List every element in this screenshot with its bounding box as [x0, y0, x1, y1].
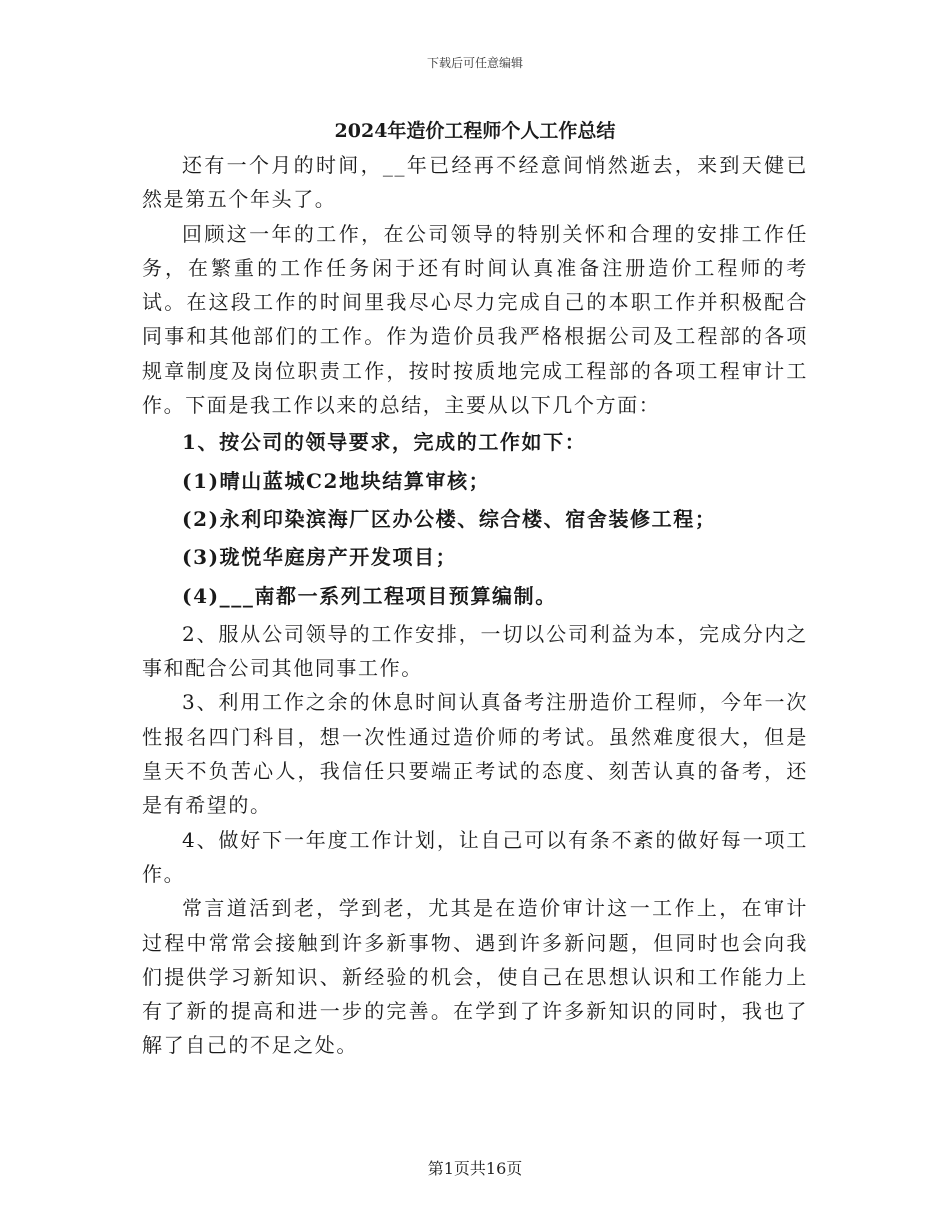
paragraph-review: 回顾这一年的工作，在公司领导的特别关怀和合理的安排工作任务，在繁重的工作任务闲于还有时间认真准备注册造价工程师的考试。在这段工作的时间里我尽心尽力完成自己的本职工作并积极配合同事和其他部们的工作。作为造价员我严格根据公司及工程部的各项规章制度及岗位职责工作，按时按质地完成工程部的各项工程审计工作。下面是我工作以来的总结，主要从以下几个方面： — [142, 221, 808, 418]
heading-completed-work: 1、按公司的领导要求，完成的工作如下： — [182, 430, 587, 455]
paragraph-point-4: 4、做好下一年度工作计划，让自己可以有条不紊的做好每一项工作。 — [142, 827, 808, 886]
document-body — [142, 148, 808, 1063]
list-item-project-3: (3)珑悦华庭房产开发项目； — [182, 545, 458, 570]
paragraph-point-3: 3、利用工作之余的休息时间认真备考注册造价工程师，今年一次性报名四门科目，想一次性通过造价师的考试。虽然难度很大，但是皇天不负苦心人，我信任只要端正考试的态度、刻苦认真的备考，还是有希望的。 — [142, 690, 808, 818]
list-item-project-1: (1)晴山蓝城C2地块结算审核； — [182, 468, 491, 493]
paragraph-intro: 还有一个月的时间，__年已经再不经意间悄然逝去，来到天健已然是第五个年头了。 — [142, 153, 808, 212]
document-title: 2024年造价工程师个人工作总结 — [334, 120, 616, 142]
header-note: 下载后可任意编辑 — [426, 56, 523, 70]
paragraph-point-2: 2、服从公司领导的工作安排，一切以公司利益为本，完成分内之事和配合公司其他同事工作。 — [142, 621, 808, 681]
paragraph-closing: 常言道活到老，学到老，尤其是在造价审计这一工作上，在审计过程中常常会接触到许多新事物、遇到许多新问题，但同时也会向我们提供学习新知识、新经验的机会，使自己在思想认识和工作能力上有了新的提高和进一步的完善。在学到了许多新知识的同时，我也了解了自己的不足之处。 — [142, 896, 808, 1058]
page-footer: 第1页共16页 — [427, 1159, 523, 1178]
list-item-project-2: (2)永利印染滨海厂区办公楼、综合楼、宿舍装修工程； — [182, 506, 717, 531]
list-item-project-4: (4)___南都一系列工程项目预算编制。 — [182, 583, 557, 608]
